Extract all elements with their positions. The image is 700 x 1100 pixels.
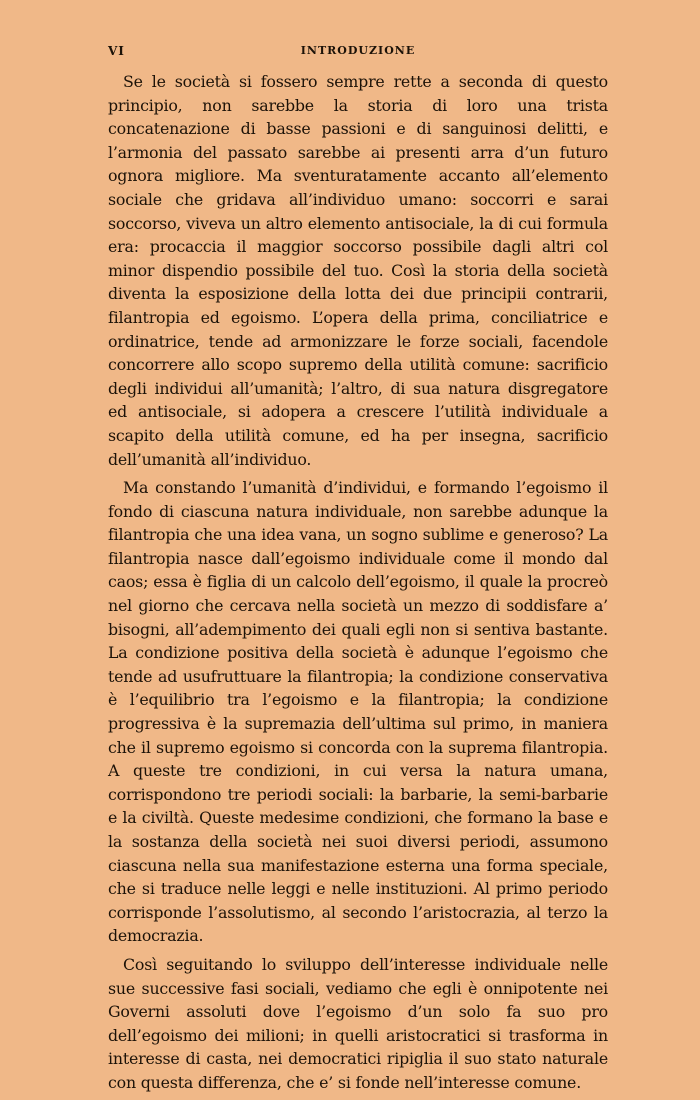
page-header	[108, 44, 608, 64]
page-number: VI	[108, 44, 125, 58]
running-title: INTRODUZIONE	[300, 44, 416, 57]
body-text	[108, 70, 608, 1100]
paragraph-2: Ma constando l’umanità d’individui, e formando l’egoismo il fondo di ciascuna natura individuale, non sarebbe adunque la filantropia che una idea vana, un sogno sublime e generoso? La filantropia nasce dall’egoismo individuale come il mondo dal caos; essa è figlia di un calcolo dell’egoismo, il quale la procreò nel giorno che cercava nella società un mezzo di soddisfare a’ bisogni, all’adempimento dei quali egli non si sentiva bastante. La condizione positiva della società è adunque l’egoismo che tende ad usufruttuare la filantropia; la condizione conservativa è l’equilibrio tra l’egoismo e la filantropia; la condizione progressiva è la supremazia dell’ultima sul primo, in maniera che il supremo egoismo si concorda con la suprema filantropia. A queste tre condizioni, in cui versa la natura umana, corrispondono tre periodi sociali: la barbarie, la semi-barbarie e la civiltà. Queste medesime condizioni, che formano la base e la sostanza della società nei suoi diversi periodi, assumono ciascuna nella sua manifestazione esterna una forma speciale, che si traduce nelle leggi e nelle instituzioni. Al primo periodo corrisponde l’assolutismo, al secondo l’aristocrazia, al terzo la democrazia.	[108, 478, 608, 946]
paragraph-1: Se le società si fossero sempre rette a seconda di questo principio, non sarebbe la storia di loro una trista concatenazione di basse passioni e di sanguinosi delitti, e l’armonia del passato sarebbe ai presenti arra d’un futuro ognora migliore. Ma sventuratamente accanto all’elemento sociale che gridava all’individuo umano: soccorri e sarai soccorso, viveva un altro elemento antisociale, la di cui formula era: procaccia il maggior soccorso possibile dagli altri col minor dispendio possibile del tuo. Così la storia della società diventa la esposizione della lotta dei due principii contrarii, filantropia ed egoismo. L’opera della prima, conciliatrice e ordinatrice, tende ad armonizzare le forze sociali, facendole concorrere allo scopo supremo della utilità comune: sacrificio degli individui all’umanità; l’altro, di sua natura disgregatore ed antisociale, si adopera a crescere l’utilità individuale a scapito della utilità comune, ed ha per insegna, sacrificio dell’umanità all’individuo.	[108, 72, 608, 469]
paragraph-3: Così seguitando lo sviluppo dell’interesse individuale nelle sue successive fasi sociali, vediamo che egli è onnipotente nei Governi assoluti dove l’egoismo d’un solo fa suo pro dell’egoismo dei milioni; in quelli aristocratici si trasforma in interesse di casta, nei democratici ripiglia il suo stato naturale con questa differenza, che e’ si fonde nell’interesse comune.	[108, 954, 608, 1092]
